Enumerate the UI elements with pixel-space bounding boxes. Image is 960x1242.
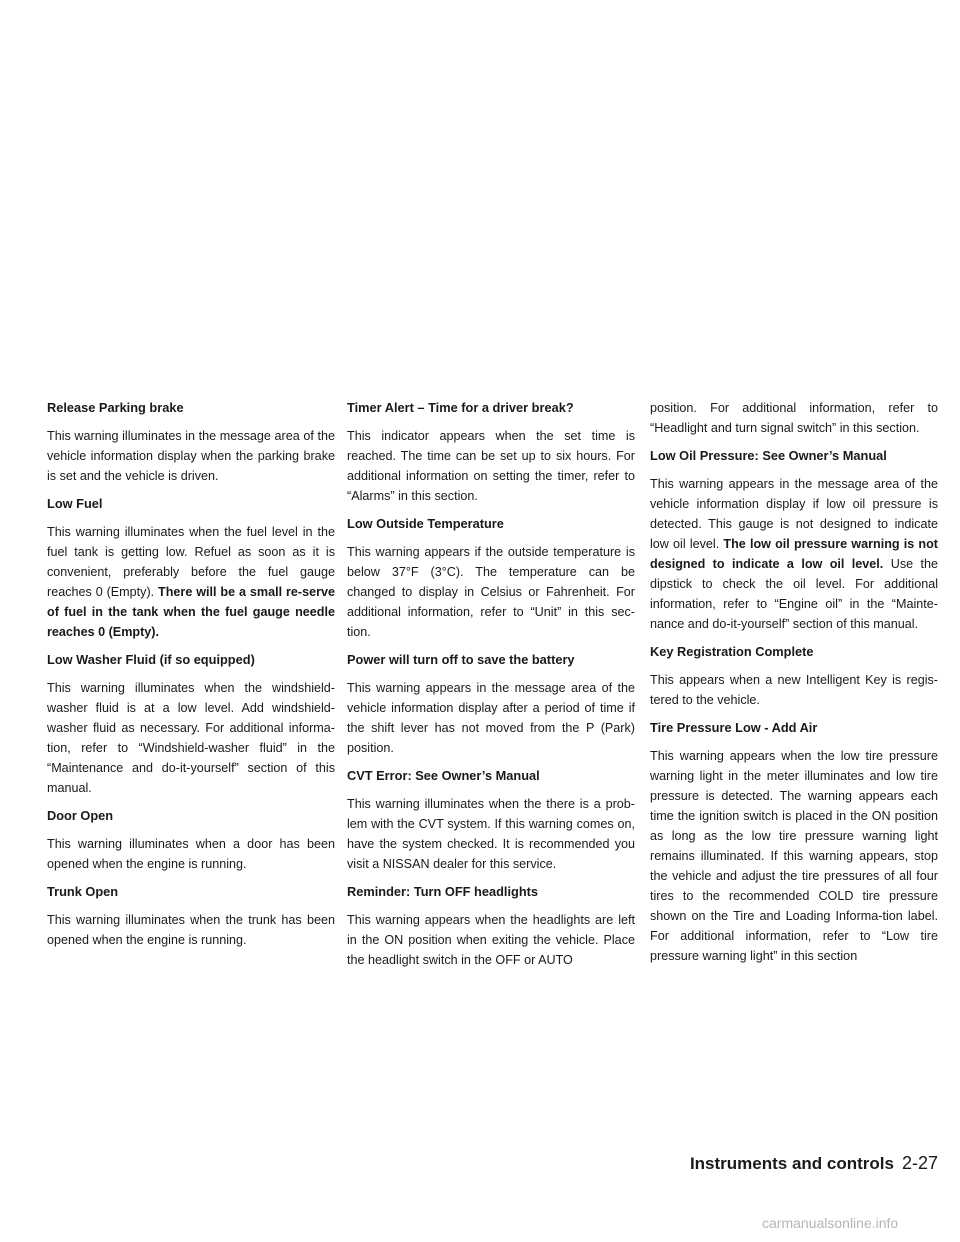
paragraph-headlights-continued: position. For additional information, refer to “Headlight and turn signal switch” in this section. [650,401,938,435]
column-3 [650,398,938,974]
heading-low-oil-pressure: Low Oil Pressure: See Owner’s Manual [650,448,887,463]
paragraph-low-fuel [47,522,335,642]
heading-low-outside-temperature: Low Outside Temperature [347,516,504,531]
low-oil-warning-text: The low oil pressure warning is not designed to indicate a low oil level. [650,537,938,571]
paragraph-door-open: This warning illuminates when a door has been opened when the engine is running. [47,837,335,871]
heading-trunk-open: Trunk Open [47,884,119,899]
paragraph-power-turn-off: This warning appears in the message area of the vehicle information display after a period of time if the shift lever has not moved from the P (Park) position. [347,681,635,755]
paragraph-cvt-error: This warning illuminates when the there is a prob-lem with the CVT system. If this warning comes on, have the system checked. It is recommended you visit a NISSAN dealer for this service. [347,797,635,871]
heading-cvt-error: CVT Error: See Owner’s Manual [347,768,540,783]
heading-reminder-headlights: Reminder: Turn OFF headlights [347,884,539,899]
page-footer [690,1153,938,1174]
paragraph-low-outside-temperature: This warning appears if the outside temperature is below 37°F (3°C). The temperature can be changed to display in Celsius or Fahrenheit. For additional information, refer to “Unit” in this sec-tion. [347,545,635,639]
low-oil-dipstick-text: Use the dipstick to check the oil level. For additional information, refer to “Engine oil” in the “Mainte-nance and do-it-yourself” section of this manual. [650,557,939,631]
heading-low-washer-fluid: Low Washer Fluid (if so equipped) [47,652,255,667]
heading-tire-pressure-low: Tire Pressure Low - Add Air [650,720,818,735]
paragraph-low-oil-pressure [650,474,938,634]
low-oil-text: This warning appears in the message area of the vehicle information display if low oil pressure is detected. This gauge is not designed to indicate low oil level. [650,477,938,551]
paragraph-trunk-open: This warning illuminates when the trunk has been opened when the engine is running. [47,913,335,947]
heading-timer-alert: Timer Alert – Time for a driver break? [347,400,574,415]
paragraph-key-registration: This appears when a new Intelligent Key is regis-tered to the vehicle. [650,673,938,707]
column-2 [347,398,635,978]
paragraph-low-washer-fluid: This warning illuminates when the windshield-washer fluid is at a low level. Add windshield-washer fluid as necessary. For additional informa-tion, refer to “Windshield-washer fluid” in the “Maintenance and do-it-yourself” section of this manual. [47,681,335,795]
heading-release-parking-brake: Release Parking brake [47,400,184,415]
heading-power-turn-off: Power will turn off to save the battery [347,652,575,667]
page-number: 2-27 [901,1153,938,1173]
paragraph-release-parking-brake: This warning illuminates in the message area of the vehicle information display when the parking brake is set and the vehicle is driven. [47,429,335,483]
low-fuel-warning-text: There will be a small re-serve of fuel in the tank when the fuel gauge needle reaches 0 (Empty). [47,585,335,639]
heading-door-open: Door Open [47,808,114,823]
paragraph-timer-alert: This indicator appears when the set time is reached. The time can be set up to six hours. For additional information on setting the timer, refer to “Alarms” in this section. [347,429,635,503]
low-fuel-text: This warning illuminates when the fuel level in the fuel tank is getting low. Refuel as soon as it is convenient, preferably before the fuel gauge reaches 0 (Empty). [47,525,335,599]
heading-low-fuel: Low Fuel [47,496,103,511]
footer-section-title: Instruments and controls [689,1154,894,1173]
heading-key-registration: Key Registration Complete [650,644,814,659]
paragraph-reminder-headlights: This warning appears when the headlights are left in the ON position when exiting the vehicle. Place the headlight switch in the OFF or AUTO [347,913,635,967]
column-1 [47,398,335,958]
watermark: carmanualsonline.info [762,1215,899,1231]
paragraph-tire-pressure-low: This warning appears when the low tire pressure warning light in the meter illuminates and low tire pressure is detected. The warning appears each time the ignition switch is placed in the ON position as long as the low tire pressure warning light remains illuminated. If this warning appears, stop the vehicle and adjust the tire pressures of all four tires to the recommended COLD tire pressure shown on the Tire and Loading Informa-tion label. For additional information, refer to “Low tire pressure warning light” in this section [650,749,938,963]
